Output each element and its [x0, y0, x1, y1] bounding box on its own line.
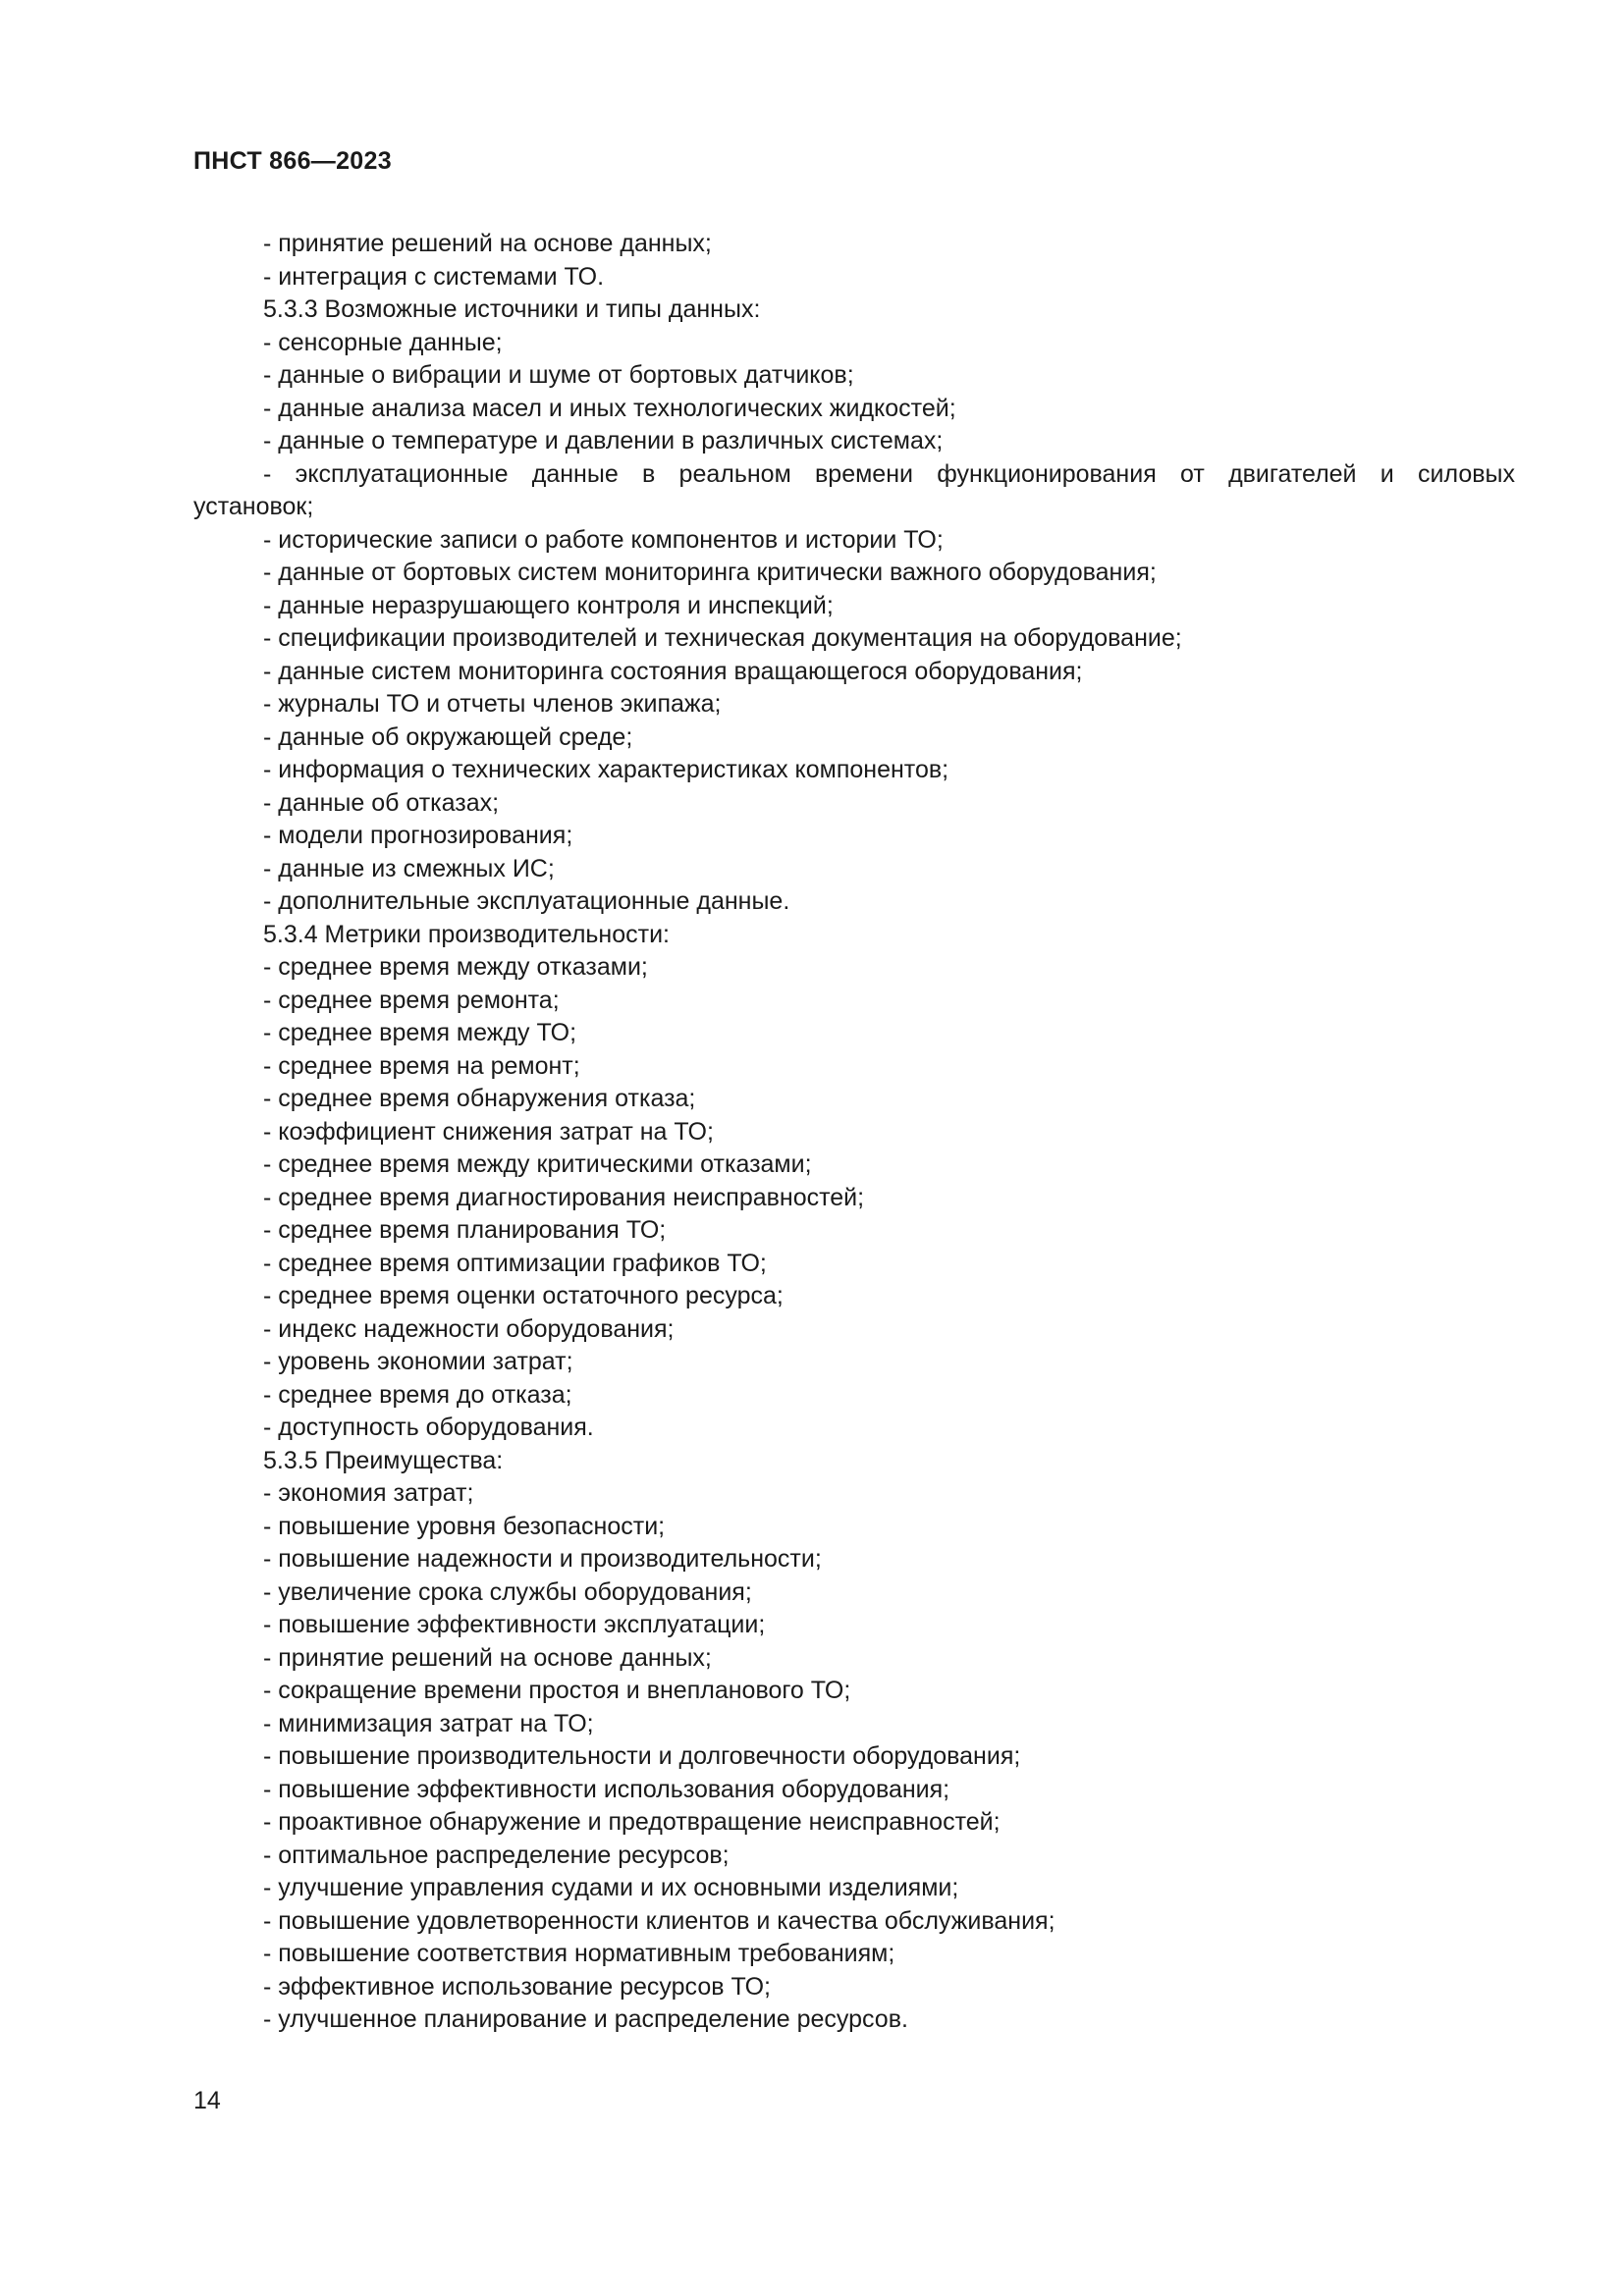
text-line: - информация о технических характеристиках компонентов;: [263, 756, 949, 783]
text-line: - улучшение управления судами и их основными изделиями;: [263, 1874, 959, 1901]
text-line: - среднее время на ремонт;: [263, 1051, 580, 1080]
section-heading: 5.3.5 Преимущества:: [263, 1446, 504, 1474]
text-line: - данные анализа масел и иных технологических жидкостей;: [263, 394, 956, 422]
text-line: - среднее время между отказами;: [263, 953, 648, 981]
text-line: - повышение надежности и производительности;: [263, 1545, 822, 1573]
text-line: - увеличение срока службы оборудования;: [263, 1577, 752, 1606]
text-line: - среднее время ремонта;: [263, 986, 560, 1014]
text-line-continuation: установок;: [193, 493, 314, 520]
section-heading: 5.3.4 Метрики производительности:: [263, 920, 671, 948]
page-number: 14: [193, 2087, 221, 2114]
text-line: - улучшенное планирование и распределение ресурсов.: [263, 2005, 908, 2033]
text-line: - эффективное использование ресурсов ТО;: [263, 1972, 772, 2001]
text-line: - повышение уровня безопасности;: [263, 1512, 666, 1540]
text-line: - повышение эффективности эксплуатации;: [263, 1611, 766, 1638]
text-line: - проактивное обнаружение и предотвращение неисправностей;: [263, 1808, 1001, 1836]
text-line: - интеграция с системами ТО.: [263, 262, 605, 291]
document-header: ПНСТ 866—2023: [193, 147, 392, 175]
text-line: - повышение удовлетворенности клиентов и качества обслуживания;: [263, 1906, 1056, 1935]
text-line: - уровень экономии затрат;: [263, 1348, 573, 1375]
text-line: - среднее время планирования ТО;: [263, 1216, 667, 1244]
text-line: - принятие решений на основе данных;: [263, 1643, 712, 1672]
text-line: - коэффициент снижения затрат на ТО;: [263, 1117, 714, 1146]
text-line: - спецификации производителей и техническая документация на оборудование;: [263, 624, 1182, 652]
text-line: - среднее время до отказа;: [263, 1380, 572, 1409]
text-line: - повышение производительности и долговечности оборудования;: [263, 1742, 1021, 1770]
text-line: - среднее время диагностирования неисправностей;: [263, 1183, 865, 1211]
text-line: - доступность оборудования.: [263, 1414, 594, 1441]
text-line: - повышение эффективности использования оборудования;: [263, 1775, 950, 1803]
text-line: - исторические записи о работе компонентов и истории ТО;: [263, 525, 944, 554]
text-line: - сокращение времени простоя и внепланового ТО;: [263, 1677, 851, 1704]
text-line: - данные о температуре и давлении в различных системах;: [263, 427, 944, 454]
text-line: - принятие решений на основе данных;: [263, 230, 712, 257]
text-line: - среднее время между критическими отказами;: [263, 1150, 812, 1178]
text-line: - индекс надежности оборудования;: [263, 1314, 675, 1343]
text-line: - повышение соответствия нормативным требованиям;: [263, 1940, 895, 1967]
section-heading: 5.3.3 Возможные источники и типы данных:: [263, 295, 761, 323]
document-body: [193, 228, 1515, 2037]
text-line: - среднее время между ТО;: [263, 1019, 577, 1046]
text-line: - сенсорные данные;: [263, 328, 503, 356]
text-line: - данные из смежных ИС;: [263, 854, 555, 882]
text-line: - данные от бортовых систем мониторинга критически важного оборудования;: [263, 559, 1157, 586]
text-line: - среднее время оптимизации графиков ТО;: [263, 1249, 767, 1277]
text-line: - данные неразрушающего контроля и инспекций;: [263, 591, 834, 619]
text-line: - данные об отказах;: [263, 788, 500, 817]
text-line: - данные о вибрации и шуме от бортовых датчиков;: [263, 361, 854, 389]
text-line: - экономия затрат;: [263, 1479, 474, 1507]
text-line: - данные систем мониторинга состояния вращающегося оборудования;: [263, 657, 1083, 685]
text-line: - журналы ТО и отчеты членов экипажа;: [263, 690, 722, 718]
text-line: - минимизация затрат на ТО;: [263, 1709, 594, 1737]
text-line: - данные об окружающей среде;: [263, 722, 633, 751]
text-line: - модели прогнозирования;: [263, 822, 573, 849]
text-line: - оптимальное распределение ресурсов;: [263, 1841, 730, 1869]
text-line: - среднее время обнаружения отказа;: [263, 1085, 696, 1112]
text-line-justified: - эксплуатационные данные в реальном времени функционирования от двигателей и силовых: [263, 459, 1515, 488]
text-line: - дополнительные эксплуатационные данные.: [263, 887, 790, 915]
text-line: - среднее время оценки остаточного ресурса;: [263, 1282, 784, 1309]
